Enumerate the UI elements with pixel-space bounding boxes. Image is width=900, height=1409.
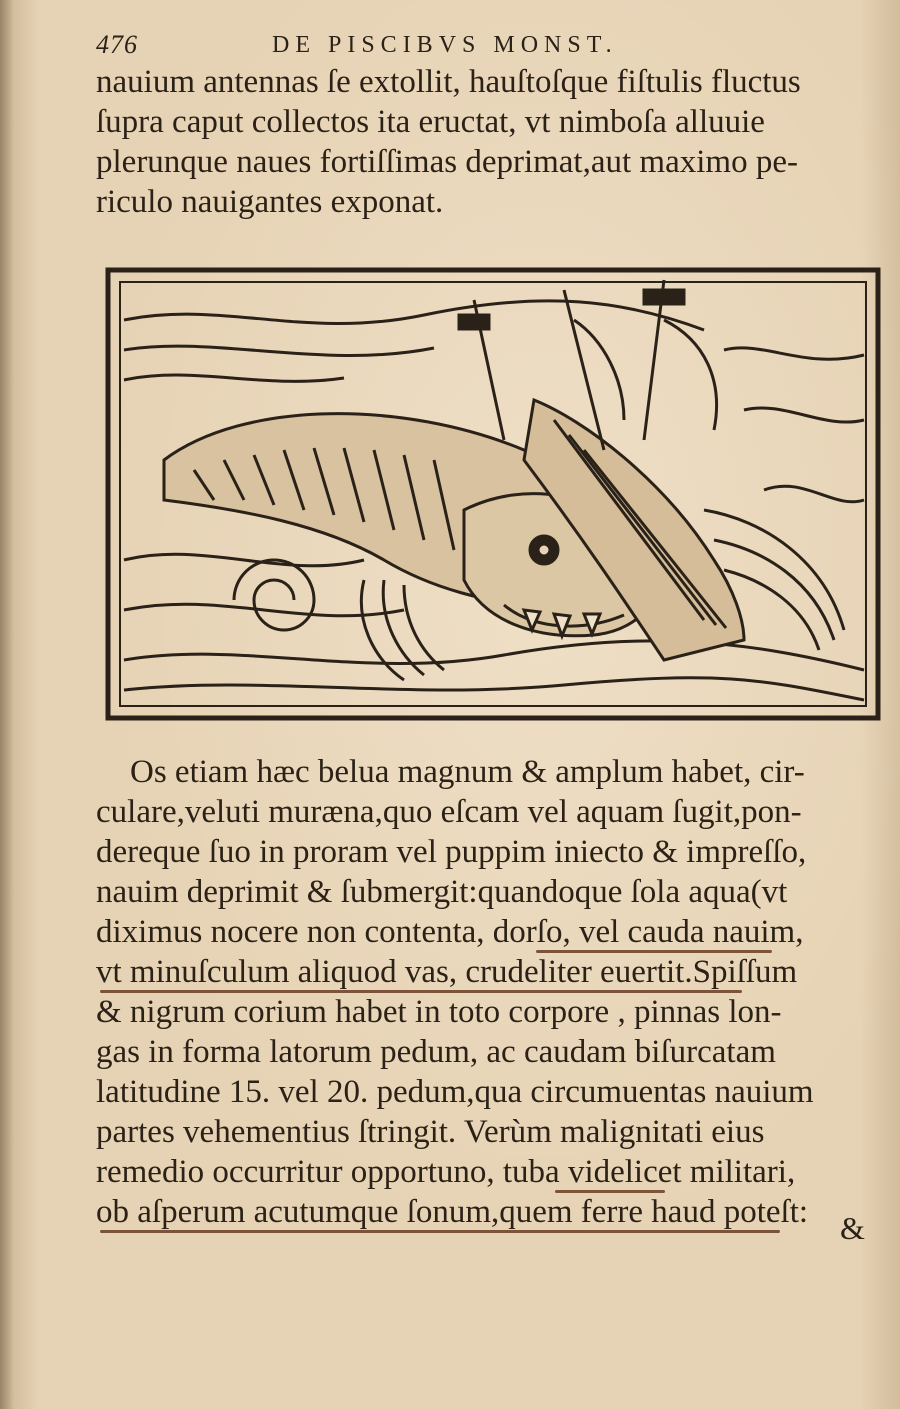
text-line: & nigrum corium habet in toto corpore , pinnas lon- <box>96 994 782 1030</box>
text-line: nauim deprimit & ſubmergit:quandoque ſola aqua(vt <box>96 874 788 910</box>
text-line: remedio occurritur opportuno, tuba videlicet militari, <box>96 1154 796 1190</box>
catchword: & <box>840 1210 865 1246</box>
sea-monster-woodcut <box>104 260 882 726</box>
text-line: plerunque naues fortiſſimas deprimat,aut maximo pe- <box>96 144 798 180</box>
text-line: diximus nocere non contenta, dorſo, vel cauda nauim, <box>96 914 804 950</box>
text-line: ob aſperum acutumque ſonum,quem ferre haud poteſt: <box>96 1194 809 1230</box>
text-line: riculo nauigantes exponat. <box>96 184 444 220</box>
text-line: nauium antennas ſe extollit, hauſtoſque fiſtulis fluctus <box>96 64 801 100</box>
running-title: DE PISCIBVS MONST. <box>272 32 618 58</box>
handwritten-underline <box>555 1190 665 1193</box>
text-line: ſupra caput collectos ita eructat, vt nimboſa alluuie <box>96 104 765 140</box>
handwritten-underline <box>100 990 742 993</box>
handwritten-underline <box>100 1230 780 1233</box>
text-line: culare,veluti muræna,quo eſcam vel aquam ſugit,pon- <box>96 794 802 830</box>
text-line: Os etiam hæc belua magnum & amplum habet, cir- <box>130 754 805 790</box>
spine-shadow <box>0 0 14 1409</box>
handwritten-underline <box>536 950 772 953</box>
text-line: gas in forma latorum pedum, ac caudam biſurcatam <box>96 1034 776 1070</box>
water-swirl <box>234 560 314 630</box>
top-paragraph <box>96 62 886 222</box>
running-head <box>96 30 856 64</box>
text-line: partes vehementius ſtringit. Verùm malignitati eius <box>96 1114 765 1150</box>
text-line: dereque ſuo in proram vel puppim iniecto & impreſſo, <box>96 834 807 870</box>
page-number: 476 <box>96 30 138 59</box>
text-line: latitudine 15. vel 20. pedum,qua circumuentas nauium <box>96 1074 814 1110</box>
woodcut-illustration <box>104 260 882 726</box>
text-line: vt minuſculum aliquod vas, crudeliter euertit.Spiſſum <box>96 954 798 990</box>
